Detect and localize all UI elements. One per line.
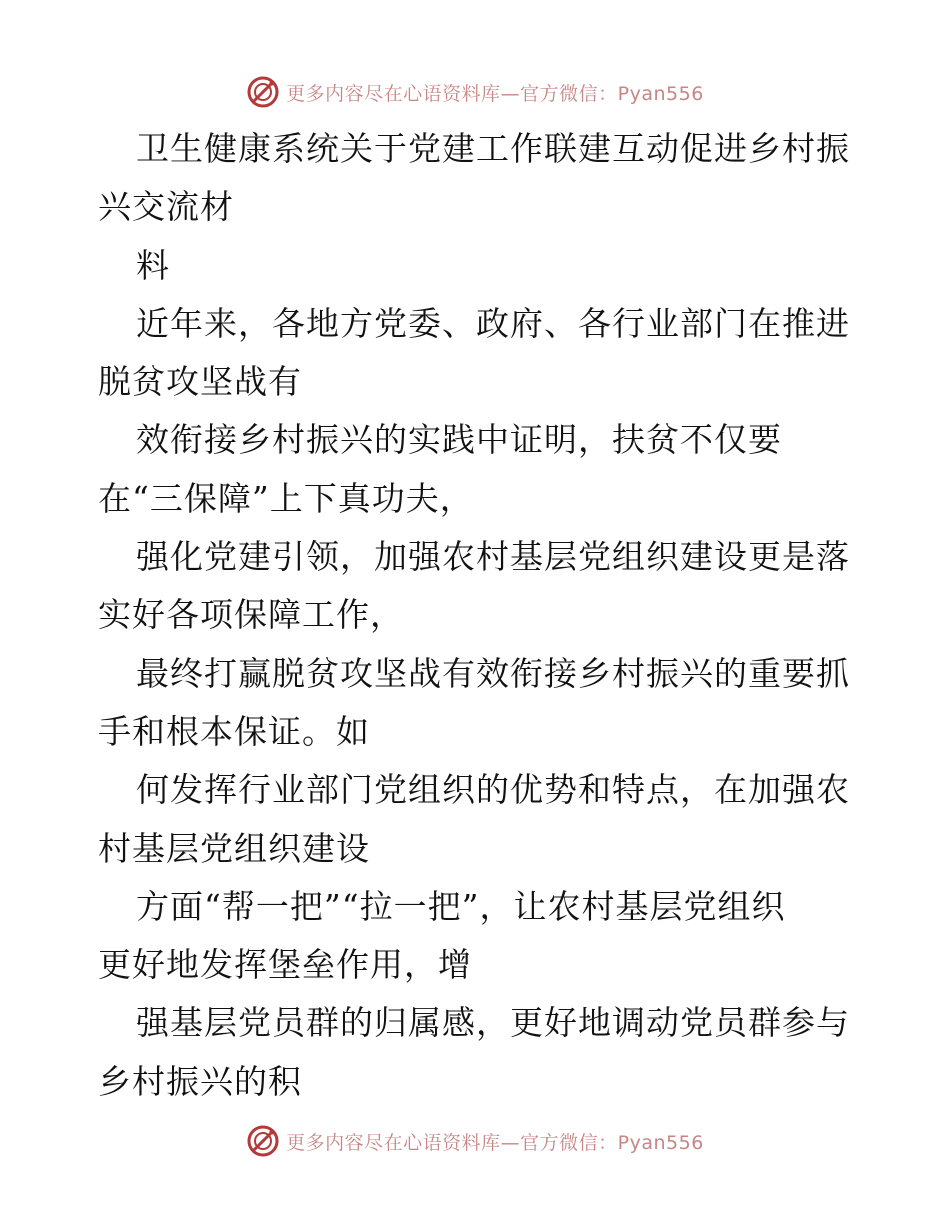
text-line: 村基层党组织建设 xyxy=(98,828,370,868)
text-line: 强化党建引领，加强农村基层党组织建设更是落 xyxy=(136,537,850,577)
text-line: 强基层党员群的归属感，更好地调动党员群参与 xyxy=(136,1003,850,1043)
brand-logo-icon xyxy=(246,75,280,109)
text-line: 脱贫攻坚战有 xyxy=(98,362,302,402)
watermark-text: 更多内容尽在心语资料库—官方微信：Pyan556 xyxy=(286,82,704,105)
text-line: 料 xyxy=(136,245,170,285)
brand-logo-icon xyxy=(246,1124,280,1158)
text-line: 兴交流材 xyxy=(98,187,234,227)
text-line: 实好各项保障工作， xyxy=(98,595,404,635)
document-body xyxy=(98,120,858,1111)
footer-watermark-banner xyxy=(0,1121,950,1161)
text-line: 何发挥行业部门党组织的优势和特点，在加强农 xyxy=(136,770,850,810)
text-line: 卫生健康系统关于党建工作联建互动促进乡村振 xyxy=(136,129,850,168)
text-line: 效衔接乡村振兴的实践中证明，扶贫不仅要 xyxy=(136,420,782,460)
text-line: 最终打赢脱贫攻坚战有效衔接乡村振兴的重要抓 xyxy=(136,653,850,693)
text-line: 近年来，各地方党委、政府、各行业部门在推进 xyxy=(136,303,850,343)
text-line: 手和根本保证。如 xyxy=(98,711,370,751)
text-line: 方面“帮一把”“拉一把”，让农村基层党组织 xyxy=(136,886,786,926)
watermark-text: 更多内容尽在心语资料库—官方微信：Pyan556 xyxy=(286,1131,704,1154)
text-line: 在“三保障”上下真功夫， xyxy=(98,478,474,518)
text-line: 更好地发挥堡垒作用，增 xyxy=(98,945,472,985)
header-watermark-banner xyxy=(0,72,950,112)
text-line: 乡村振兴的积 xyxy=(98,1061,302,1101)
